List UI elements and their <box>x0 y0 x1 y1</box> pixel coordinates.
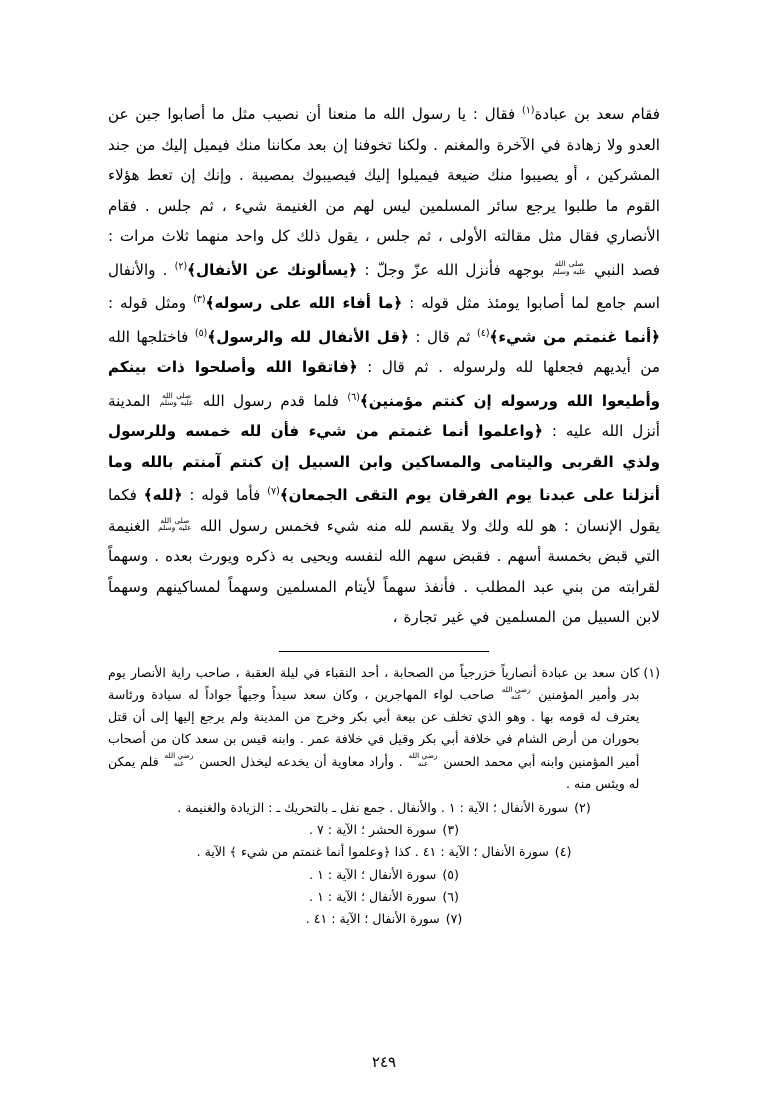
footnote-number: (٢) <box>574 799 591 815</box>
text-run: فأما قوله : <box>182 486 268 505</box>
quran-verse: ﴿واعلموا أنما غنمتم من شيء فأن لله خمسه وللرسول ولذي القربى واليتامى والمساكين وابن السبيل إن كنتم آمنتم بالله وما أنزلنا على عبدنا يوم الفرقان يوم التقى الجمعان﴾ <box>108 422 660 505</box>
body-paragraph <box>108 96 660 633</box>
footnote-item <box>108 886 660 908</box>
page-number: ٢٤٩ <box>371 1053 397 1071</box>
footnote-marker: (٣) <box>193 294 206 306</box>
footnote-rule <box>279 651 489 652</box>
footnote-number: (٣) <box>442 822 459 838</box>
text-run: فلما قدم رسول الله <box>194 391 348 410</box>
footnote-list <box>108 797 660 930</box>
text-run: المدينة أنزل الله عليه : <box>108 391 660 441</box>
footnote-marker: (٥) <box>194 327 208 339</box>
main-body-text <box>108 96 660 633</box>
footnote-separator <box>108 651 660 652</box>
footnote-marker: (٢) <box>174 260 188 272</box>
footnote-text: سورة الأنفال ؛ الآية : ٤١ . كذا ﴿وعلموا أنما غنمتم من شيء ﴾ الآية . <box>196 844 549 860</box>
footnote-text <box>108 662 639 795</box>
text-run: ثم قال : <box>408 327 477 346</box>
footnote-text: سورة الأنفال ؛ الآية : ١ . <box>309 866 437 882</box>
text-run: . وأراد معاوية أن يخدعه ليخذل الحسن <box>194 753 408 769</box>
footnote-item <box>108 864 660 886</box>
footnotes-section <box>108 662 660 930</box>
footnote-item <box>108 819 660 841</box>
footnote-marker: (٧) <box>267 486 280 498</box>
footnote-marker: (١) <box>521 105 535 116</box>
text-run: كان سعد بن عبادة أنصارياً خزرجياً من الصحابة ، أحد النقباء في ليلة العقبة ، صاحب راية الأنصار يوم بدر وأمير المؤمنين <box>108 664 640 702</box>
footnote-text: سورة الأنفال ؛ الآية : ١ . والأنفال . جمع نفل ـ بالتحريك ـ : الزيادة والغنيمة . <box>177 799 569 815</box>
text-run: ومثل قوله : <box>108 294 194 313</box>
quran-verse: ﴿لله﴾ <box>143 486 183 505</box>
footnote-marker: (٤) <box>476 327 490 339</box>
footnote-text: سورة الأنفال ؛ الآية : ٤١ . <box>305 910 440 926</box>
quran-verse: ﴿قل الأنفال لله والرسول﴾ <box>207 327 409 346</box>
text-run: بوجهه فأنزل الله عزّ وجلّ : <box>357 260 552 279</box>
honorific-mark: صلى الله عليه وسلم <box>158 515 192 533</box>
quran-verse: ﴿فاتقوا الله وأصلحوا ذات بينكم وأطيعوا الله ورسوله إن كنتم مؤمنين﴾ <box>108 358 660 410</box>
honorific-mark: صلى الله عليه وسلم <box>159 390 194 408</box>
honorific-mark: صلى الله عليه وسلم <box>552 259 586 277</box>
honorific-mark: رضي الله عنه <box>164 751 194 768</box>
text-run: فقال : يا رسول الله ما منعنا أن نصيب مثل ما أصابوا جبن عن العدو ولا زهادة في الآخرة والمغنم . ولكنا تخوفنا إن بعد مكاننا منك فيميل إليك من جند المشركين ، أو يصيبوا منك ضيعة فيميلوا إليك فيصيبوك بمصيبة . وإنك إن تعط هؤلاء القوم ما طلبوا يرجع سائر المسلمين ليس لهم من الغنيمة شيء ، ثم جلس . فقام الأنصاري فقال مثل مقالته الأولى ، ثم جلس ، يقول ذلك كل واحد منهما ثلاث مرات : فصد النبي <box>108 105 661 279</box>
footnote-number: (٦) <box>442 888 459 904</box>
text-run: فقام سعد بن عبادة <box>534 105 660 124</box>
footnote-text: سورة الحشر ؛ الآية : ٧ . <box>309 822 437 838</box>
text-run: فاختلجها الله من أيديهم فجعلها لله ولرسوله . ثم قال : <box>108 327 660 377</box>
footnote-item <box>108 841 660 863</box>
honorific-mark: رضي الله عنه <box>408 751 438 768</box>
footnote-text: سورة الأنفال ؛ الآية : ١ . <box>309 888 437 904</box>
footnote-item <box>108 908 660 930</box>
footnote-number: (١) <box>643 664 660 680</box>
footnote-number: (٧) <box>445 910 463 926</box>
text-run: فكما يقول الإنسان : هو لله ولك ولا يقسم لله منه شيء فخمس رسول الله <box>108 486 660 535</box>
footnote-number: (٥) <box>442 866 459 882</box>
quran-verse: ﴿ما أفاء الله على رسوله﴾ <box>205 294 403 313</box>
text-run: الغنيمة التي قبض بخمسة أسهم . فقبض سهم الله لنفسه ويحيى به ذكره ويورث بعده . وسهماً لقرابته من بني عبد المطلب . فأنفذ سهماً لأيتام المسلمين وسهماً لمساكينهم وسهماً لابن السبيل من المسلمين في غير تجارة ، <box>108 516 660 627</box>
quran-verse: ﴿أنما غنمتم من شيء﴾ <box>489 327 660 346</box>
footnote-item <box>108 662 660 795</box>
footnote-number: (٤) <box>554 844 572 860</box>
honorific-mark: رضي الله عنه <box>501 684 531 702</box>
footnote-item <box>108 797 660 819</box>
footnote-marker: (٦) <box>347 391 360 403</box>
text-run: صاحب لواء المهاجرين ، وكان سعد سيداً وجيهاً جواداً له سيادة ورئاسة يعترف له قومه بها . وهو الذي تخلف عن بيعة أبي بكر وخرج من المدينة ولم يرجع إليها إلى أن قتل بحوران من أرض الشام في خلافة أبي بكر وقيل في خلافة عمر . وابنه قيس بن سعد كان من أصحاب أمير المؤمنين وابنه أبي محمد الحسن <box>108 686 640 769</box>
text-run: فلم يمكن له ويئس منه . <box>108 753 640 791</box>
text-run: . والأنفال اسم جامع لما أصابوا يومئذ مثل قوله : <box>108 260 660 313</box>
quran-verse: ﴿يسألونك عن الأنفال﴾ <box>187 260 358 279</box>
